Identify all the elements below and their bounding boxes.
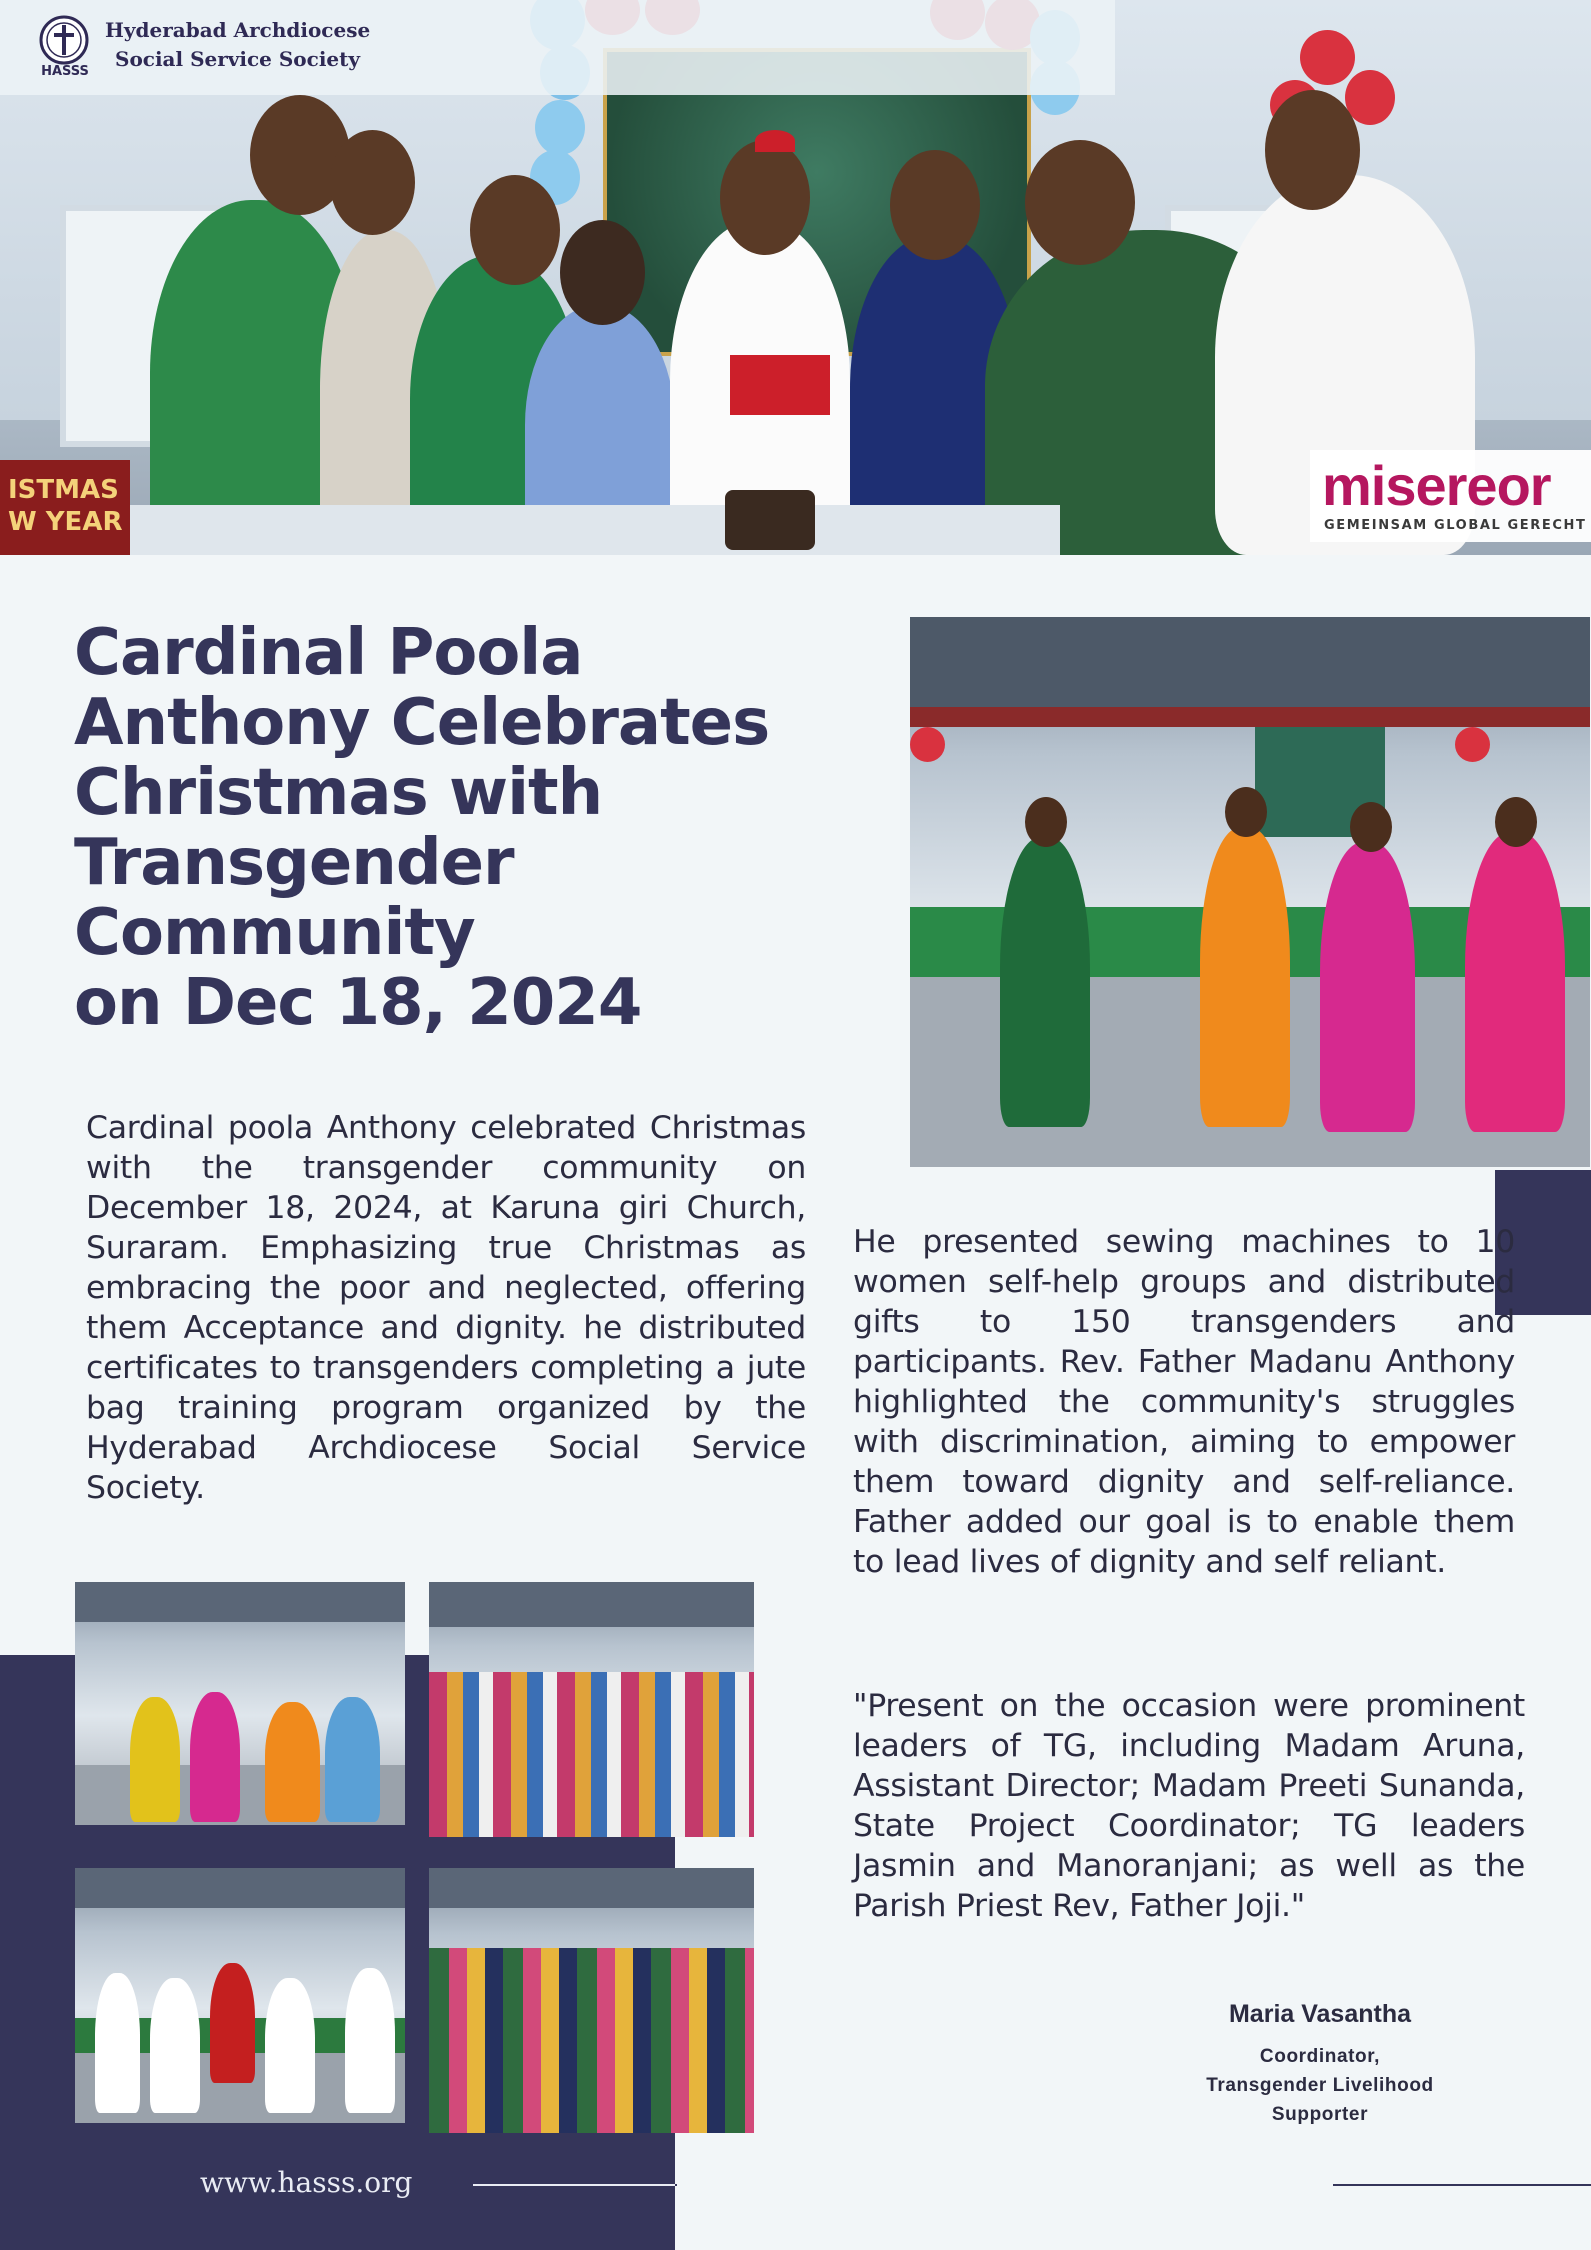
title-line: on Dec 18, 2024 [74, 966, 642, 1040]
photo-performer [345, 1968, 395, 2113]
photo-person-head [560, 220, 645, 325]
balloon [1455, 727, 1490, 762]
photo-dancer-head [1350, 802, 1392, 852]
sign-line-1: ISTMAS [8, 475, 119, 505]
photo-cake [725, 490, 815, 550]
article-paragraph-2: He presented sewing machines to 10 women self-help groups and distributed gifts to 150 transgenders and participants. Rev. Father Madanu Anthony highlighted the community's struggles with discrimination, aiming to empower them toward dignity and self-reliance. Father added our goal is to enable them to lead lives of dignity and self reliant. [853, 1224, 1515, 1580]
photo-ceiling [429, 1868, 754, 1908]
title-line: Christmas with [74, 756, 603, 830]
footer-rule [675, 2184, 677, 2186]
photo-performer [150, 1978, 200, 2113]
footer-rule [473, 2184, 675, 2186]
signature-role-line: Supporter [1271, 2104, 1369, 2125]
photo-dancer-head [1495, 797, 1537, 847]
title-line: Anthony Celebrates [74, 686, 770, 760]
photo-dancer-head [1025, 797, 1067, 847]
title-line: Community [74, 896, 475, 970]
gallery-photo-audience [429, 1868, 754, 2133]
org-name-line2: Social Service Society [115, 47, 361, 71]
photo-seated-crowd [429, 1672, 754, 1837]
website-link[interactable]: www.hasss.org [200, 2166, 413, 2199]
balloon [535, 100, 585, 155]
photo-person-head [1025, 140, 1135, 265]
photo-person-head [1265, 90, 1360, 210]
signature-role-line: Transgender Livelihood [1206, 2075, 1434, 2096]
hasss-logo-icon [36, 15, 92, 65]
dance-photo [910, 617, 1590, 1167]
photo-table [60, 505, 1060, 555]
title-line: Cardinal Poola [74, 616, 583, 690]
photo-cardinal-cap [755, 130, 795, 152]
photo-dancer [325, 1697, 380, 1822]
photo-person-head [330, 130, 415, 235]
gallery-photo-group [429, 1582, 754, 1837]
balloon [910, 727, 945, 762]
photo-christmas-sign [0, 460, 130, 555]
photo-ceiling [429, 1582, 754, 1627]
gallery-photo-dance [75, 1582, 405, 1825]
photo-person-head [470, 175, 560, 285]
photo-person-head [890, 150, 980, 260]
photo-dancer [1320, 842, 1415, 1132]
misereor-tagline: GEMEINSAM GLOBAL GERECHT [1324, 518, 1587, 533]
photo-ceiling [75, 1582, 405, 1622]
photo-ceiling [75, 1868, 405, 1908]
article-title [74, 618, 794, 1038]
title-line: Transgender [74, 826, 514, 900]
photo-dancer-head [1225, 787, 1267, 837]
sign-line-2: W YEAR [8, 507, 123, 537]
photo-dancer [130, 1697, 180, 1822]
photo-dancer [190, 1692, 240, 1822]
article-paragraph-1: Cardinal poola Anthony celebrated Christmas with the transgender community on December 18, 2024, at Karuna giri Church, Suraram. Emphasizing true Christmas as embracing the poor and neglected, offering them Acceptance and dignity. he distributed certificates to transgenders completing a jute bag training program organized by the Hyderabad Archdiocese Social Service Society. [86, 1110, 806, 1506]
gallery-photo-nativity [75, 1868, 405, 2123]
footer-rule-right [1333, 2184, 1591, 2186]
photo-performer [95, 1973, 140, 2113]
photo-ceiling [910, 617, 1590, 707]
photo-performer [265, 1978, 315, 2113]
signature-name: Maria Vasantha [1228, 2000, 1412, 2028]
article-paragraph-3: "Present on the occasion were prominent leaders of TG, including Madam Aruna, Assistant Director; Madam Preeti Sunanda, State Project Coordinator; TG leaders Jasmin and Manoranjani; as well as the Parish Priest Rev, Father Joji." [853, 1688, 1525, 1924]
photo-santa [210, 1963, 255, 2083]
photo-audience-crowd [429, 1948, 754, 2133]
balloon [1300, 30, 1355, 85]
signature-role-line: Coordinator, [1259, 2046, 1381, 2067]
logo-abbreviation: HASSS [41, 64, 89, 79]
photo-cardinal-sash [730, 355, 830, 415]
photo-ceiling-trim [910, 707, 1590, 727]
photo-dancer [265, 1702, 320, 1822]
photo-dancer [1000, 837, 1090, 1127]
signature-role [1160, 2042, 1480, 2129]
photo-dancer [1465, 832, 1565, 1132]
photo-dancer [1200, 827, 1290, 1127]
misereor-logo: misereor [1322, 454, 1551, 517]
org-name-line1: Hyderabad Archdiocese [105, 18, 371, 42]
photo-person-head [720, 140, 810, 255]
